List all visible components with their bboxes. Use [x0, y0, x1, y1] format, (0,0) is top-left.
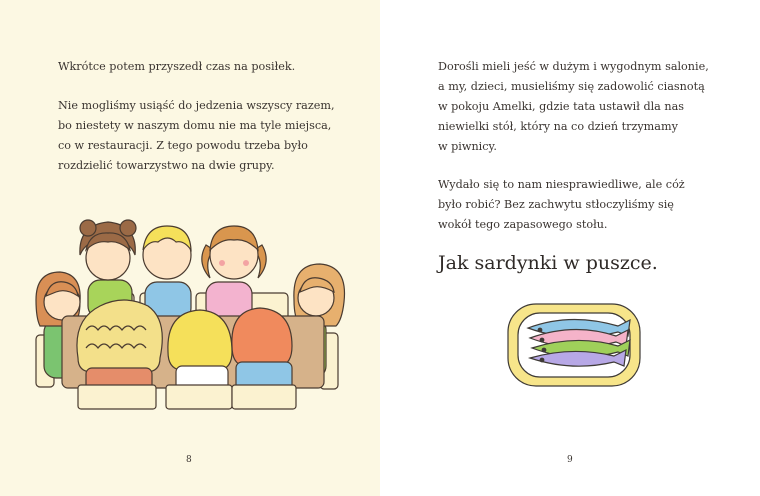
- text-line: a my, dzieci, musieliśmy się zadowolić ciasnotą: [438, 80, 705, 93]
- text-line: w pokoju Amelki, gdzie tata ustawił dla nas: [438, 100, 685, 113]
- text-line: Wkrótce potem przyszedł czas na posiłek.: [58, 60, 296, 73]
- text-line: Dorośli mieli jeść w dużym i wygodnym salonie,: [438, 60, 709, 73]
- text-line: było robić? Bez zachwytu stłoczyliśmy się: [438, 198, 674, 211]
- text-line: bo niestety w naszym domu nie ma tyle miejsca,: [58, 119, 332, 132]
- text-line: co w restauracji. Z tego powodu trzeba było: [58, 139, 308, 152]
- text-line: w piwnicy.: [438, 140, 497, 153]
- text-line: rozdzielić towarzystwo na dwie grupy.: [58, 159, 275, 172]
- page-number: 9: [567, 455, 573, 465]
- headline: Jak sardynki w puszce.: [438, 252, 658, 274]
- text-line: Nie mogliśmy usiąść do jedzenia wszyscy razem,: [58, 99, 335, 112]
- page-number: 8: [186, 455, 192, 465]
- text-line: wokół tego zapasowego stołu.: [438, 218, 608, 231]
- right-page: [380, 0, 760, 496]
- sardine-can-illustration: [380, 0, 760, 496]
- text-line: Wydało się to nam niesprawiedliwe, ale cóż: [438, 178, 685, 191]
- text-line: niewielki stół, który na co dzień trzymamy: [438, 120, 678, 133]
